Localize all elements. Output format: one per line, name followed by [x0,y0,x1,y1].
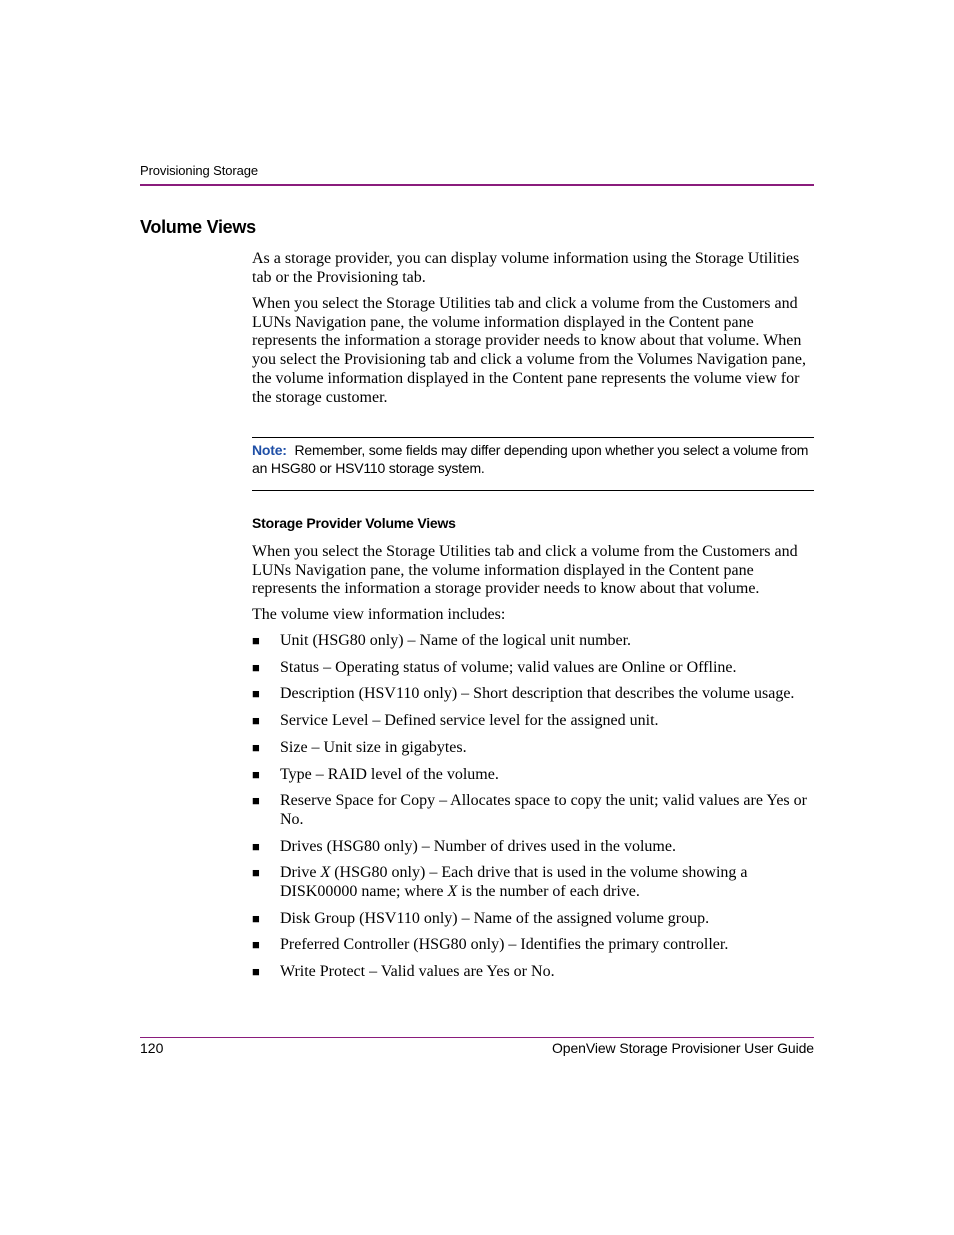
note-box [252,442,818,477]
bullet-square-icon: ■ [252,686,260,702]
list-item [252,838,818,857]
bullet-square-icon: ■ [252,910,260,926]
drive-variable-x: X [320,864,331,882]
note-top-rule [252,437,814,438]
bullet-square-icon: ■ [252,865,260,881]
bullet-square-icon: ■ [252,793,260,809]
list-item [252,685,818,704]
list-item-text: Preferred Controller (HSG80 only) – Identifies the primary controller. [280,936,729,954]
intro-paragraph-1: As a storage provider, you can display volume information using the Storage Utilities tab or the Provisioning tab. [252,250,800,286]
list-item [252,910,818,929]
drive-text-after: is the number of each drive. [457,883,640,901]
list-item-text: Disk Group (HSV110 only) – Name of the assigned volume group. [280,909,710,927]
list-item [252,632,818,651]
bullet-square-icon: ■ [252,659,260,675]
bullet-square-icon: ■ [252,964,260,980]
subsection-paragraph-2: The volume view information includes: [252,606,506,623]
subsection-paragraph-1: When you select the Storage Utilities tab and click a volume from the Customers and LUNs Navigation pane, the volume information displayed in the Content pane represents the information a storage provider needs to know about that volume. [252,543,798,598]
list-item [252,659,818,678]
list-item [252,963,818,982]
list-item-text: Unit (HSG80 only) – Name of the logical unit number. [280,632,632,649]
note-label: Note: [252,442,287,458]
bullet-square-icon: ■ [252,713,260,729]
intro-paragraph-2: When you select the Storage Utilities tab and click a volume from the Customers and LUNs Navigation pane, the volume information displayed in the Content pane represents the information a storage provider needs to know about that volume. When you select the Provisioning tab and click a volume from the Volumes Navigation pane, the volume information displayed in the Content pane represents the volume view for the storage customer. [252,295,806,406]
bullet-square-icon: ■ [252,633,260,648]
drive-variable-x: X [447,883,458,901]
subsection-title: Storage Provider Volume Views [252,515,456,531]
list-item [252,766,818,785]
list-item-text: Reserve Space for Copy – Allocates space to copy the unit; valid values are Yes or No. [280,792,807,828]
list-item-text: Description (HSV110 only) – Short description that describes the volume usage. [280,685,795,703]
list-item-text [280,864,747,900]
list-item-text: Status – Operating status of volume; valid values are Online or Offline. [280,658,737,676]
volume-view-list [252,632,818,990]
bullet-square-icon: ■ [252,838,260,854]
drive-text-middle: (HSG80 only) – Each drive that is used in the volume showing a DISK00000 name; where [280,864,748,901]
footer-document-title: OpenView Storage Provisioner User Guide [552,1040,814,1056]
list-item-text: Size – Unit size in gigabytes. [280,738,467,756]
list-item [252,864,818,901]
list-item-text: Write Protect – Valid values are Yes or No. [280,963,555,981]
running-header: Provisioning Storage [140,163,258,178]
bullet-square-icon: ■ [252,937,260,953]
list-item-text: Drives (HSG80 only) – Number of drives used in the volume. [280,837,676,855]
page-number: 120 [140,1040,164,1056]
bullet-square-icon: ■ [252,766,260,782]
list-item [252,936,818,955]
list-item [252,712,818,731]
drive-text-before: Drive [280,864,321,882]
footer-rule [140,1037,814,1038]
note-bottom-rule [252,490,814,491]
list-item [252,792,818,829]
list-item-text: Service Level – Defined service level for the assigned unit. [280,712,659,730]
header-rule [140,184,814,186]
bullet-square-icon: ■ [252,739,260,755]
section-title: Volume Views [140,217,256,237]
list-item [252,739,818,758]
list-item-text: Type – RAID level of the volume. [280,765,499,783]
note-text: Remember, some fields may differ depending upon whether you select a volume from an HSG80 or HSV110 storage system. [252,442,809,476]
